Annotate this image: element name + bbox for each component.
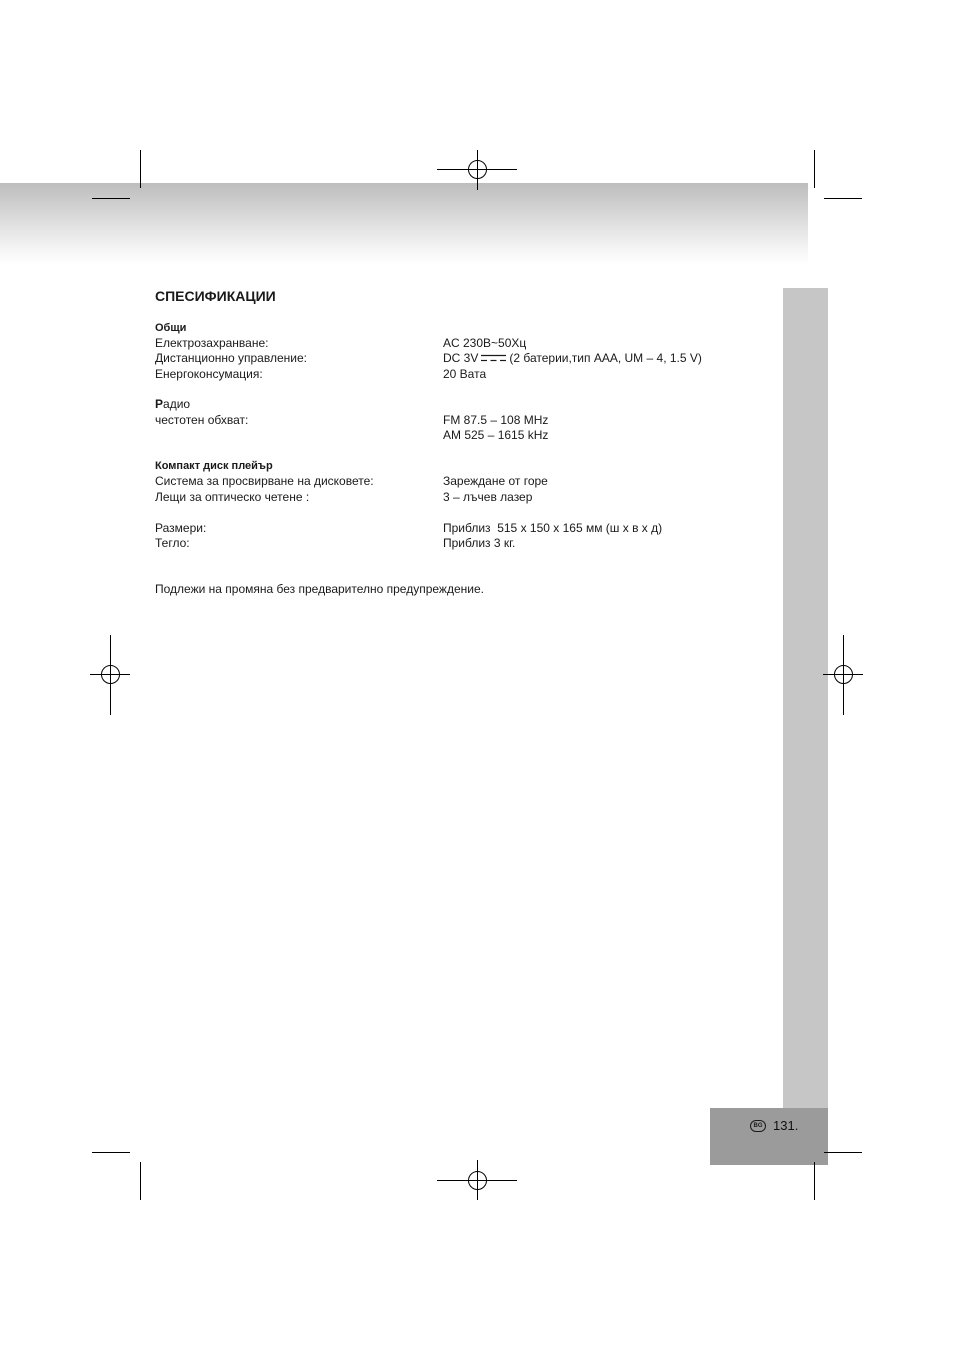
remote-value-prefix: DC 3V	[443, 351, 479, 365]
lens-value: 3 – лъчев лазер	[443, 490, 533, 504]
power-value: AC 230В~50Хц	[443, 336, 527, 350]
header-band	[0, 183, 808, 265]
dimensions-value: Приблиз 515 x 150 x 165 мм (ш x в x д)	[443, 521, 663, 535]
language-badge: BG	[750, 1120, 766, 1132]
page-number-tab	[710, 1108, 828, 1165]
remote-value	[443, 351, 702, 366]
registration-mark-top	[437, 150, 517, 190]
page-number: 131.	[773, 1118, 799, 1133]
radio-heading	[155, 397, 190, 412]
loading-label: Система за просвирване на дисковете:	[155, 474, 374, 488]
remote-value-suffix: (2 батерии,тип AAA, UM – 4, 1.5 V)	[509, 351, 702, 365]
radio-heading-rest: адио	[163, 397, 191, 411]
cd-heading: Компакт диск плейър	[155, 460, 273, 472]
fm-value: FM 87.5 – 108 MHz	[443, 413, 549, 427]
weight-label: Тегло:	[155, 536, 190, 550]
remote-label: Дистанционно управление:	[155, 351, 307, 365]
dc-current-icon	[481, 354, 506, 362]
page-title: СПЕСИФИКАЦИИ	[155, 288, 276, 304]
registration-mark-left	[90, 635, 130, 715]
power-label: Електрозахранване:	[155, 336, 269, 350]
side-tab	[783, 288, 828, 1110]
weight-value: Приблиз 3 кг.	[443, 536, 516, 550]
registration-mark-bottom	[437, 1160, 517, 1200]
am-value: AM 525 – 1615 kHz	[443, 428, 549, 442]
dimensions-label: Размери:	[155, 521, 207, 535]
loading-value: Зареждане от горе	[443, 474, 548, 488]
general-heading: Общи	[155, 322, 187, 334]
lens-label: Лещи за оптическо четене :	[155, 490, 310, 504]
change-notice: Подлежи на промяна без предварително предупреждение.	[155, 582, 484, 596]
registration-mark-right	[823, 635, 863, 715]
consumption-value: 20 Вата	[443, 367, 487, 381]
consumption-label: Енергоконсумация:	[155, 367, 263, 381]
band-label: честотен обхват:	[155, 413, 249, 427]
radio-heading-first: Р	[155, 397, 164, 411]
